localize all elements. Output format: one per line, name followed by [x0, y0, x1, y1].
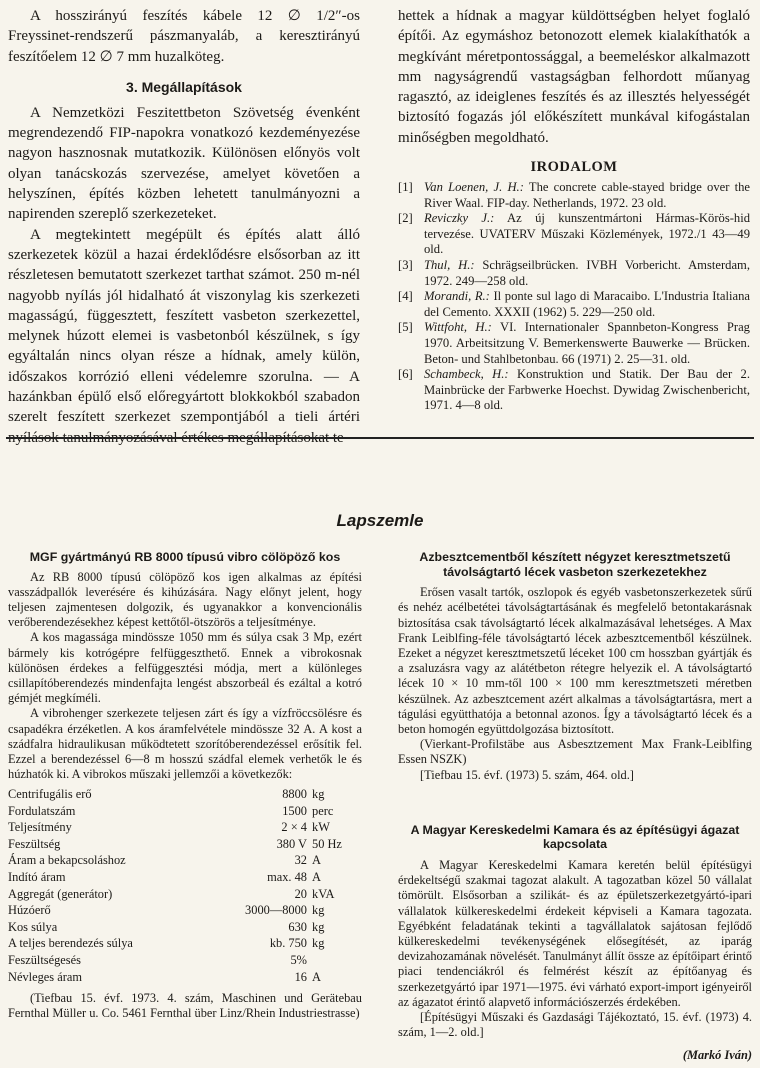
paragraph: A megtekintett megépült és építés alatt álló szerkezetek közül a hazai érdeklődésre elsősorban az itt részletesen bemutatott szerkezet tarthat számot. 250 m-nél nagyobb nyílás jól hidalható át viszonylag kis szerkezeti magasságú, függesztett, feszített vasbeton szerkezettel, melynek húzott elemei is vasbetonból készülnek, s így egyáltalán nincs olyan része a hídnak, amely külön, időszakos korrózió elleni védelemre szorulna. — A hazánkban épülő első előregyártott blokkokból szabadon szerelt feszített szerkezet szempontjából a tieli ártéri nyílások tanulmányozásával értékes megállapításokat te-	[8, 226, 360, 446]
spec-value: max. 48	[267, 870, 307, 884]
article-title: MGF gyártmányú RB 8000 típusú vibro cölöpöző kos	[29, 550, 341, 564]
spec-label: Névleges áram	[8, 969, 82, 984]
spec-label: Centrifugális erő	[8, 787, 92, 802]
spec-value: 16	[294, 969, 307, 984]
reference-text: The concrete cable-stayed bridge over the River Waal. FIP-day. Netherlands, 1972. 23 old.	[424, 180, 750, 210]
separator-rule	[6, 437, 754, 439]
top-right-column	[398, 6, 750, 414]
section-heading: 3. Megállapítások	[126, 78, 242, 95]
reference-text: Az új kunszentmártoni Hármas-Körös-hid tervezése. UVATERV Műszaki Közlemények, 1972./1 43—49 old.	[424, 211, 751, 257]
reference-text: VI. Internationaler Spannbeton-Kongress Prag 1970. Arbeitsitzung V. Bemerkenswerte Bauwerke — Brücken. Beton- und Stahlbetonbau. 66 (1971) 2. 25—31. old.	[424, 320, 750, 366]
reference-item	[398, 258, 750, 289]
spec-value: 20	[294, 886, 307, 901]
spec-row	[8, 902, 362, 919]
spec-label: Feszültségesés	[8, 952, 81, 967]
spec-value: kb. 750	[269, 936, 307, 951]
spec-table	[8, 785, 362, 984]
spec-value: 8800	[282, 787, 307, 802]
reference-author: Schambeck, H.:	[424, 367, 509, 382]
spec-label: A teljes berendezés súlya	[8, 936, 133, 951]
reference-item	[398, 211, 750, 258]
reference-author: Morandi, R.:	[424, 289, 490, 304]
spec-value: 5%	[290, 952, 307, 967]
spec-unit: kg	[312, 787, 325, 802]
reference-number: [4]	[398, 289, 413, 304]
spec-unit: perc	[312, 803, 334, 818]
reference-item	[398, 367, 750, 414]
spec-label: Teljesítmény	[8, 820, 72, 835]
reference-item	[398, 320, 750, 367]
spec-label: Kos súlya	[8, 919, 58, 934]
reference-item	[398, 180, 750, 211]
reference-author: Van Loenen, J. H.:	[424, 180, 524, 195]
reference-number: [6]	[398, 367, 413, 382]
lapszemle-title: Lapszemle	[336, 511, 424, 530]
spec-value: 32	[294, 853, 307, 868]
source-note: [Építésügyi Műszaki és Gazdasági Tájékoztató, 15. évf. (1973) 4. szám, 1—2. old.]	[398, 1010, 752, 1040]
reference-text: Konstruktion und Statik. Der Bau der 2. Mainbrücke der Farbwerke Hoechst. Dywidag Zwischenbericht, 1971. 4—8 old.	[424, 367, 750, 413]
spec-unit: kVA	[312, 886, 335, 901]
spec-unit: kg	[312, 919, 325, 934]
spec-row	[8, 885, 362, 902]
spec-unit: A	[312, 969, 321, 984]
spec-row	[8, 835, 362, 852]
reference-number: [2]	[398, 211, 413, 226]
source-note: (Tiefbau 15. évf. 1973. 4. szám, Maschinen und Gerätebau Fernthal Müller u. Co. 5461 Fernthal über Linz/Rhein Industriestrasse)	[8, 990, 362, 1020]
paragraph: Erősen vasalt tartók, oszlopok és egyéb vasbetonszerkezetek sűrű és nehéz acélbetétei távolságtartásának és megfelelő betontakarásnak biztosítása csak távolságtartó lécek alkalmazásával lehetséges. A Max Frank Leiblfing-féle távolságtartó lécek azbesztcementből készülnek. Ezeket a négyzet keresztmetszetű léceket 100 cm hosszban gyártják és a zsaluzásra vagy az alátétbeton rétegre helyezik el. A távolságtartó lécek 10 × 10 mm-től 100 × 100 mm keresztmetszeti méretben készülnek. Az azbesztcement azért alkalmas a távolságtartásra, mert a tágulási együtthatója a betonnal azonos. Így a távolságtartó lécek és a beton homogén együttdolgozása biztosított.	[398, 585, 752, 737]
paragraph: A Nemzetközi Feszitettbeton Szövetség évenként megrendezendő FIP-napokra vonatkozó kezdeményezése nagyon hasznosnak mutatkozik. Különösen előnyös volt olyan tanácskozás szervezése, amelyet követően a helyszínen, építés közben lehetett tanulmányozni a napirenden szereplő szerkezeteket.	[8, 104, 360, 223]
spec-label: Aggregát (generátor)	[8, 886, 113, 901]
spec-unit: A	[312, 870, 321, 884]
bottom-left-column	[8, 550, 362, 1021]
author-signature: (Markó Iván)	[682, 1048, 752, 1063]
paragraph: A Magyar Kereskedelmi Kamara keretén belül építésügyi érdekeltségű szakmai tagozat alakult. A tagozatban közel 50 vállalat tömörült. Elsősorban a szilikát- és az épületszerkezetgyártó-ipari vállalatok külkereskedelmi érdekeit képviseli a Kamara tagozata. Egyébként feladatának tekinti a tagvállalatok sajátosan fejlődő külkereskedelmi tevékenységének elősegítését, az iparág devizahozamának növelését. Tanulmányt állít össze az építőipart érintő piaci tendenciákról és felmérést készít az építőanyag és szerkezetgyártó ipar 1971—1975. évi várható export-import igényeiről az ágazatot érintő alapvető információszerzés érdekében.	[398, 858, 752, 1009]
source-note: [Tiefbau 15. évf. (1973) 5. szám, 464. old.]	[420, 767, 634, 782]
spec-row	[8, 935, 362, 952]
article-title: A Magyar Kereskedelmi Kamara és az építésügyi ágazat kapcsolata	[410, 822, 740, 852]
spec-value: 1500	[282, 803, 307, 818]
spec-unit	[309, 951, 362, 968]
references-heading: IRODALOM	[530, 159, 618, 176]
reference-text: Il ponte sul lago di Maracaibo. L'Industria Italiana del Cemento. XXXII (1962) 5. 229—250 old.	[424, 289, 750, 319]
spec-unit: 50 Hz	[312, 836, 342, 851]
reference-author: Wittfoht, H.:	[424, 320, 492, 335]
spec-label: Indító áram	[8, 870, 66, 884]
paragraph: A vibrohenger szerkezete teljesen zárt és így a vízfröccsölésre és csapadékra érzéketlen. A kos áramfelvétele mindössze 32 A. A kost a szádfalra hidraulikusan működtetett szorítóberendezéssel erősítik fel. Ezzel a berendezéssel 6—8 m hosszú szádfal elemek verhetők le és húzhatók ki. A vibrokos műszaki jellemzői a következők:	[8, 706, 362, 782]
paragraph: Az RB 8000 típusú cölöpöző kos igen alkalmas az építési vasszádpallók leverésére és kihúzására. Nagy előnyt jelent, hogy teljesen zajmentesen dolgozik, és ugyanakkor a konvencionális verőberendezésekhez képest kettőtől-ötszörös a teljesítménye.	[8, 569, 362, 630]
paragraph: hettek a hídnak a magyar küldöttségben helyet foglaló építői. Az egymáshoz betonozott elemek kialakíthatók a megkívánt méretpontossággal, a beemeléskor alkalmazott mm nagyságrendű vastagságban felhordott műanyag ragasztó, az ideiglenes feszítés és az illesztés helyességét biztosító fogazás jól előkészített munkával kifogástalan minőségben megoldható.	[398, 8, 750, 146]
reference-number: [5]	[398, 320, 413, 335]
spec-row	[8, 819, 362, 836]
spec-value: 630	[288, 919, 307, 934]
paragraph: A kos magassága mindössze 1050 mm és súlya csak 3 Mp, ezért bármely kis kotrógépre felfüggeszthető. Ennek a vibrokosnak különösen érdekes a felfüggesztési módja, mert a különleges csillapítóberendezés mindenfajta lengést abszorbeál és ezáltal a kotró gémjét megkíméli.	[8, 630, 362, 706]
spec-label: Húzóerő	[8, 903, 51, 918]
spec-label: Feszültség	[8, 836, 61, 851]
references-list	[398, 180, 750, 414]
spec-unit: kW	[312, 820, 330, 835]
article-title: Azbesztcementből készített négyzet keresztmetszetű távolságtartó lécek vasbeton szerkezetekhez	[419, 550, 731, 579]
reference-author: Reviczky J.:	[424, 211, 495, 226]
bottom-right-column	[398, 550, 752, 1063]
spec-unit: A	[312, 853, 321, 868]
paragraph: A hosszirányú feszítés kábele 12 ∅ 1/2″-os Freyssinet-rendszerű pászmanyaláb, a keresztirányú feszítőelem 12 ∅ 7 mm huzalköteg.	[8, 8, 360, 65]
source-note: (Vierkant-Profilstäbe aus Asbesztzement Max Frank-Leiblfing Essen NSZK)	[398, 737, 752, 767]
spec-row	[8, 852, 362, 869]
spec-value: 3000—8000	[245, 903, 307, 918]
reference-item	[398, 289, 750, 320]
reference-number: [3]	[398, 258, 413, 273]
spec-row	[8, 785, 362, 802]
spec-row	[8, 868, 362, 885]
spec-row	[8, 968, 362, 985]
spec-value: 2 × 4	[281, 820, 307, 835]
spec-row	[8, 918, 362, 935]
spec-row	[8, 951, 362, 968]
reference-number: [1]	[398, 180, 413, 195]
spec-row	[8, 802, 362, 819]
spec-label: Fordulatszám	[8, 803, 76, 818]
top-left-column	[8, 6, 360, 448]
reference-text: Schrägseilbrücken. IVBH Vorbericht. Amsterdam, 1972. 249—258 old.	[424, 258, 750, 288]
spec-label: Áram a bekapcsoláshoz	[8, 853, 126, 868]
reference-author: Thul, H.:	[424, 258, 475, 273]
spec-value: 380 V	[276, 836, 307, 851]
spec-unit: kg	[312, 903, 325, 918]
spec-unit: kg	[312, 936, 325, 951]
